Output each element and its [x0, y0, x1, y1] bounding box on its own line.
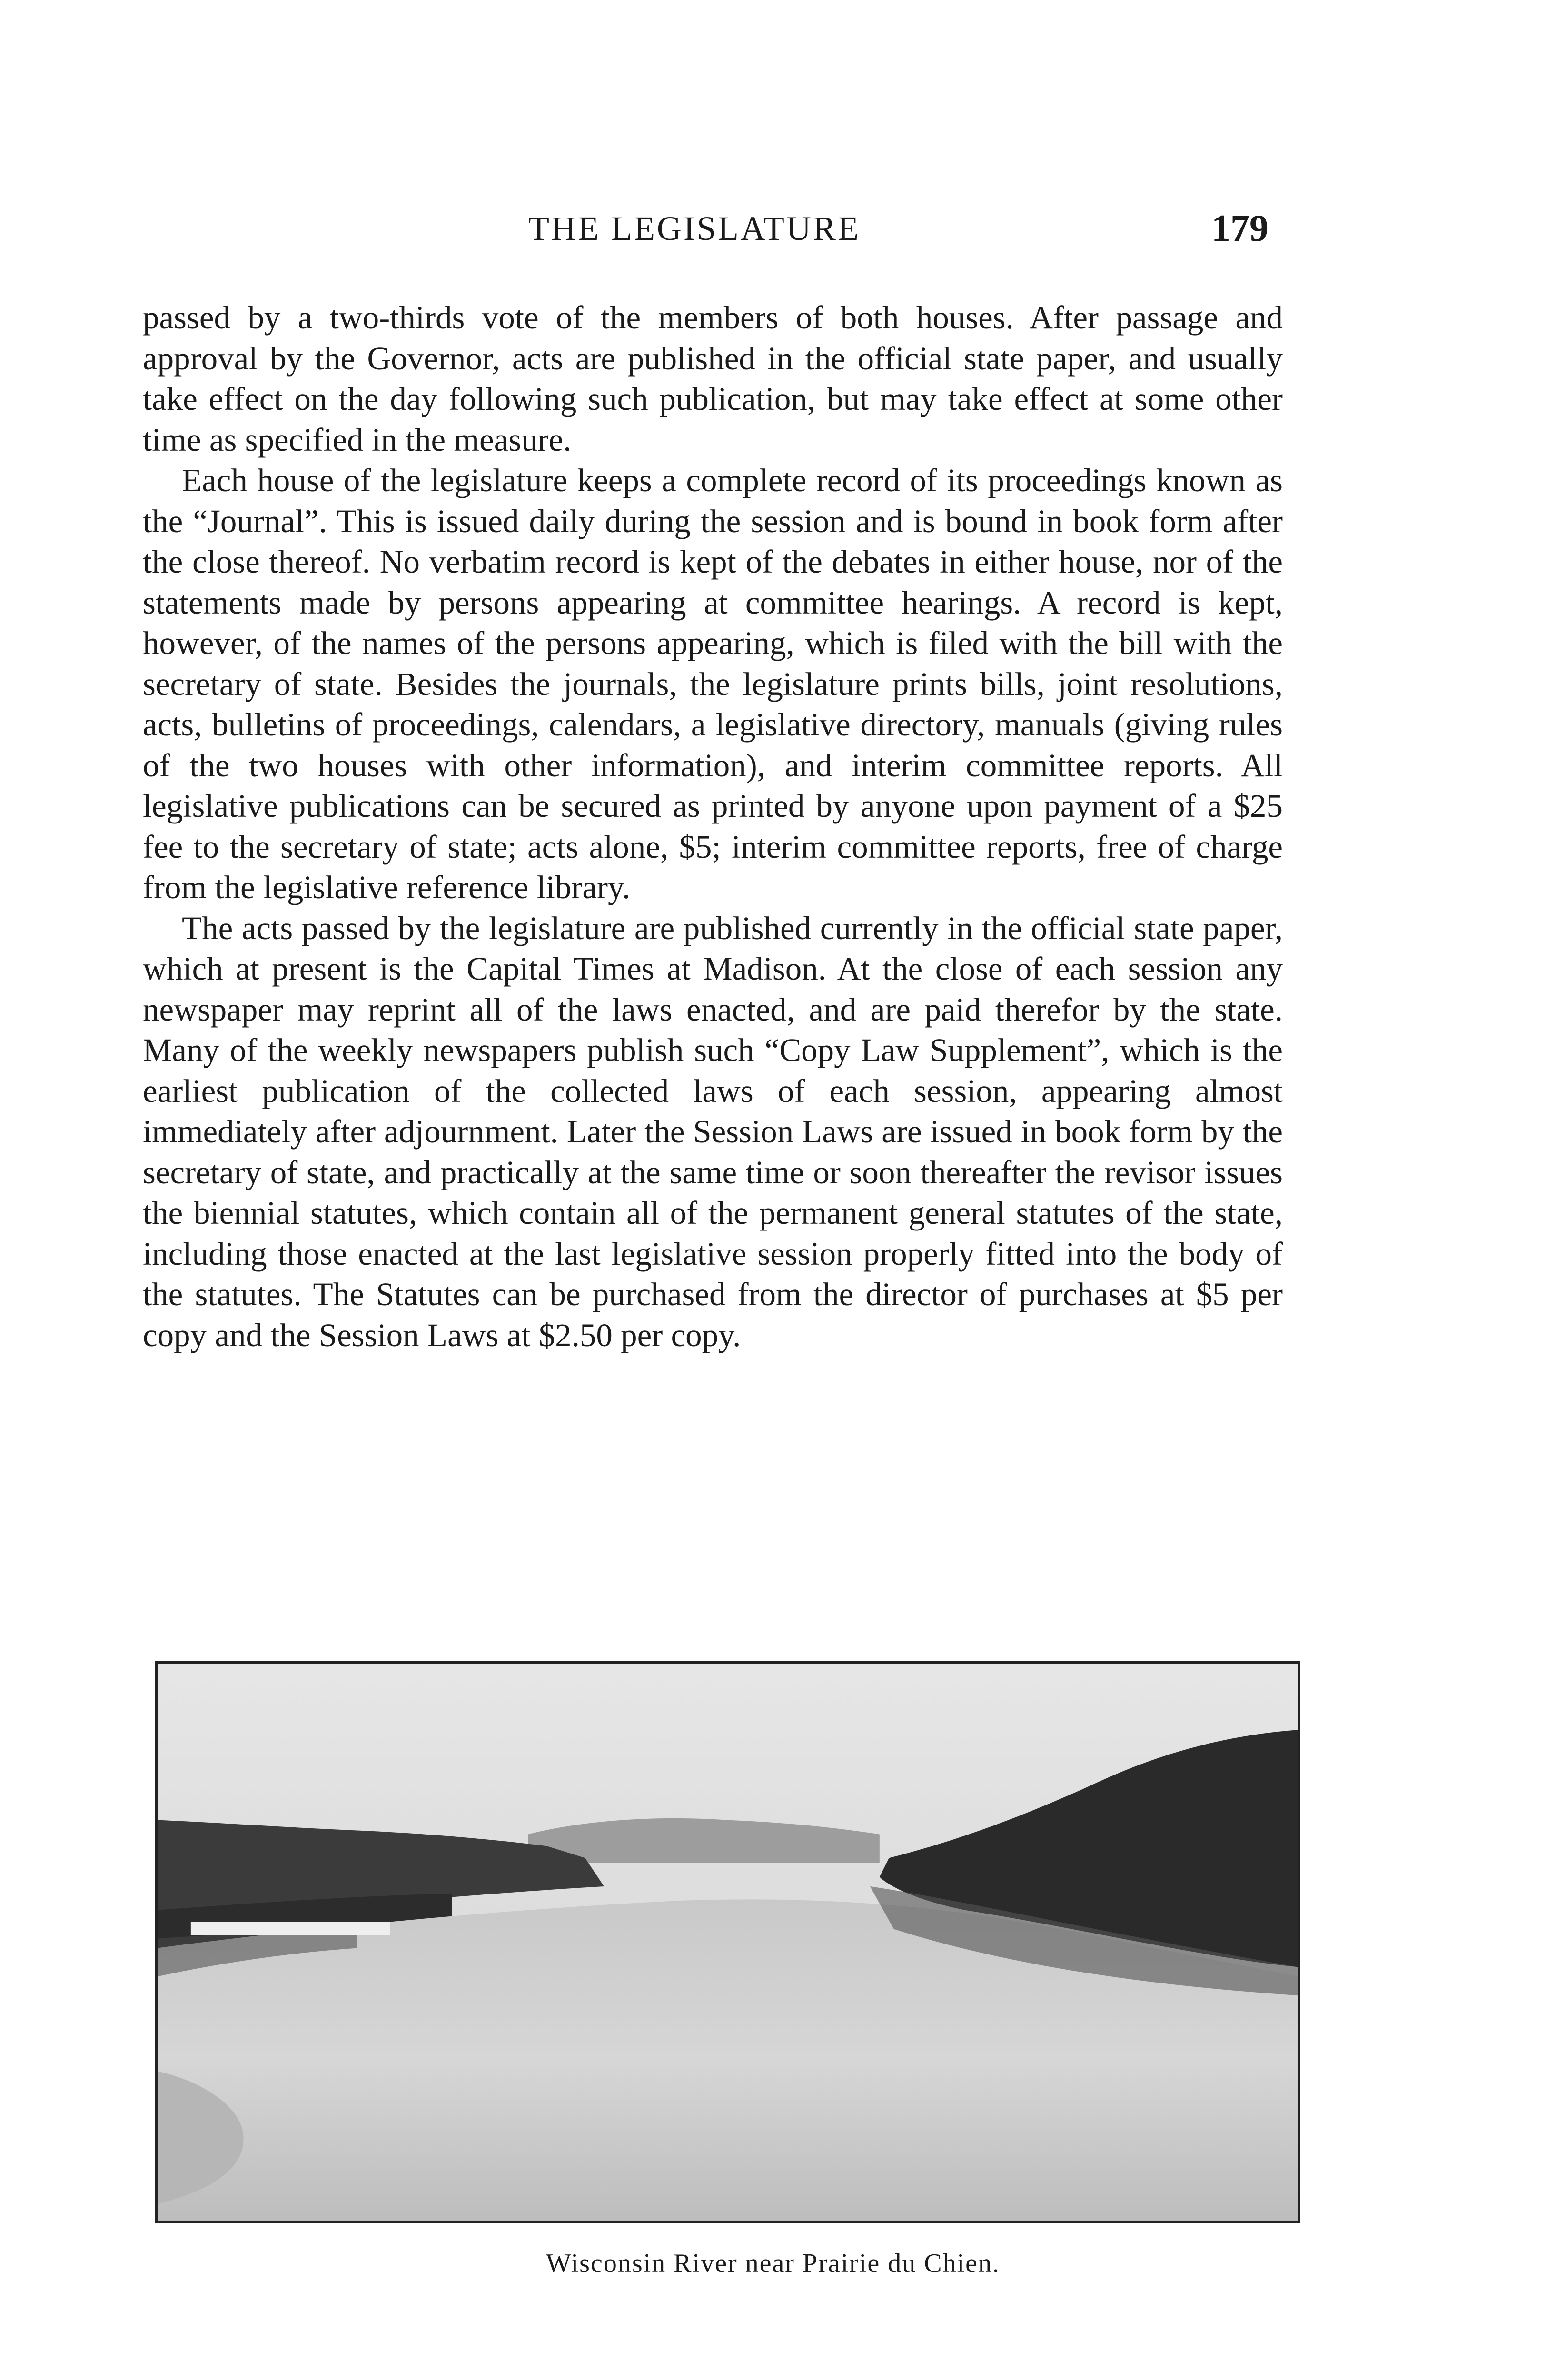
- boat-dock: [191, 1922, 390, 1935]
- running-head: [0, 202, 1546, 255]
- paragraph-continuation: passed by a two-thirds vote of the members of both houses. After passage and approval by the Governor, acts are published in the official state paper, and usually take effect on the day following such publication, but may take effect at some other time as specified in the measure.: [143, 299, 1283, 458]
- body-text: [143, 298, 1283, 1356]
- figure-caption: Wisconsin River near Prairie du Chien.: [546, 2249, 1000, 2278]
- paragraph-journal: Each house of the legislature keeps a complete record of its proceedings known as the “Journal”. This is issued daily during the session and is bound in book form after the close thereof. No verbatim record is kept of the debates in either house, nor of the statements made by persons appearing at committee hearings. A record is kept, however, of the names of the persons appearing, which is filed with the bill with the secretary of state. Besides the journals, the legislature prints bills, joint resolutions, acts, bulletins of proceedings, calendars, a legislative directory, manuals (giving rules of the two houses with other information), and interim committee reports. All legislative publications can be secured as printed by anyone upon payment of a $25 fee to the secretary of state; acts alone, $5; interim committee reports, free of charge from the legislative reference library.: [143, 462, 1283, 905]
- paragraph-acts-publication: The acts passed by the legislature are published currently in the official state paper, which at present is the Capital Times at Madison. At the close of each session any newspaper may reprint all of the laws enacted, and are paid therefor by the state. Many of the weekly newspapers publish such “Copy Law Supplement”, which is the earliest publication of the collected laws of each session, appearing almost immediately after adjournment. Later the Session Laws are issued in book form by the secretary of state, and practically at the same time or soon thereafter the revisor issues the biennial statutes, which contain all of the permanent general statutes of the state, including those enacted at the last legislative session properly fitted into the body of the statutes. The Statutes can be purchased from the director of purchases at $5 per copy and the Session Laws at $2.50 per copy.: [143, 910, 1283, 1353]
- river-photo-illustration: [158, 1664, 1298, 2221]
- river-photograph: [155, 1661, 1300, 2223]
- running-head-title: THE LEGISLATURE: [528, 209, 861, 248]
- page-number: 179: [1211, 208, 1269, 249]
